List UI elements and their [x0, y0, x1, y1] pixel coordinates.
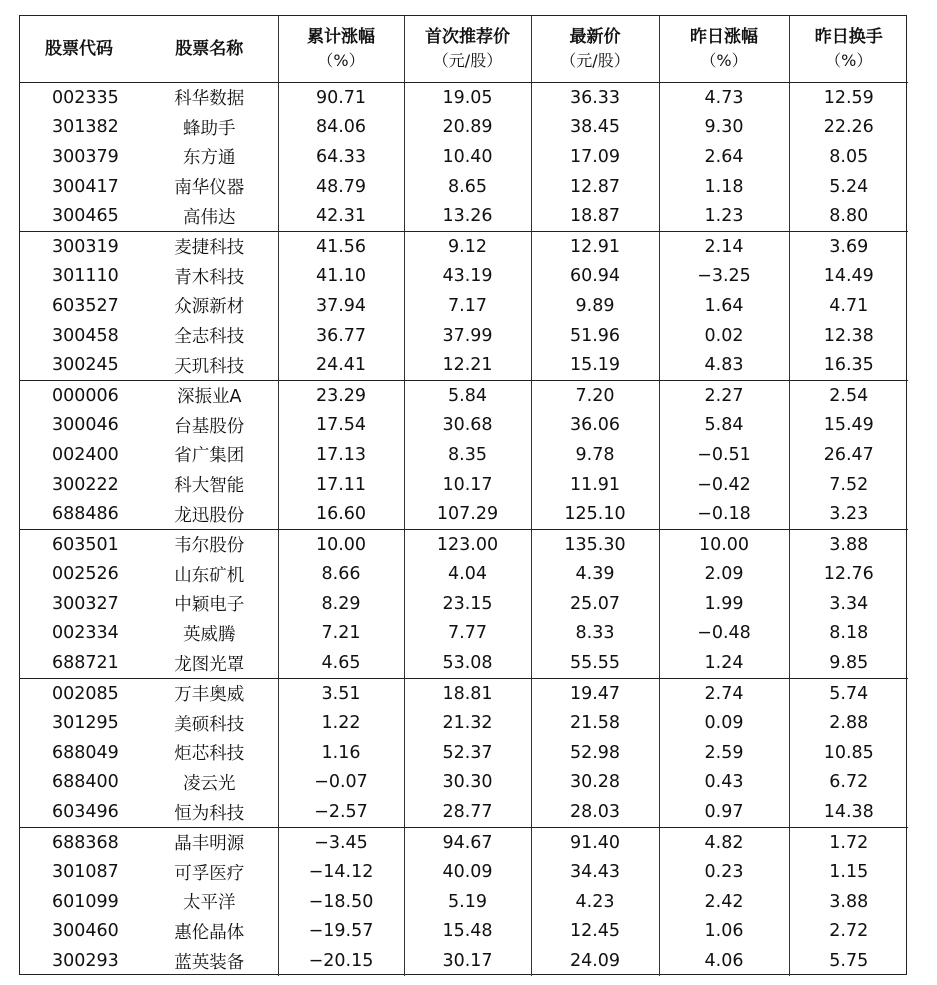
latest-price-cell: 60.94 — [531, 262, 659, 292]
yesterday-gain-cell: 1.18 — [659, 172, 789, 202]
table-row — [20, 738, 908, 768]
first-recommend-price-cell: 52.37 — [404, 738, 531, 768]
cumulative-gain-cell: 41.56 — [278, 231, 404, 261]
table-row — [20, 83, 908, 113]
latest-price-cell: 36.33 — [531, 83, 659, 113]
first-recommend-price-cell: 13.26 — [404, 201, 531, 231]
stock-code-cell: 002400 — [52, 444, 119, 465]
cumulative-gain-cell: 41.10 — [278, 262, 404, 292]
table-row — [20, 917, 908, 947]
cumulative-gain-cell: 16.60 — [278, 499, 404, 529]
yesterday-gain-cell: 0.43 — [659, 768, 789, 798]
yesterday-gain-cell: 2.74 — [659, 678, 789, 708]
table-row — [20, 827, 908, 857]
stock-code-cell: 301295 — [52, 713, 119, 734]
first-recommend-price-cell: 18.81 — [404, 678, 531, 708]
cumulative-gain-cell: 42.31 — [278, 201, 404, 231]
stock-name-cell: 南华仪器 — [141, 172, 278, 202]
table-row — [20, 321, 908, 351]
yesterday-gain-cell: 0.09 — [659, 708, 789, 738]
cumulative-gain-cell: 17.11 — [278, 470, 404, 500]
stock-name-cell: 美硕科技 — [141, 708, 278, 738]
header-yesterday-turnover: 昨日换手 （%） — [789, 16, 908, 83]
table-body — [20, 83, 908, 976]
yesterday-turnover-cell: 12.38 — [823, 325, 874, 346]
yesterday-turnover-cell: 3.34 — [829, 593, 869, 614]
yesterday-turnover-cell: 14.38 — [789, 797, 908, 827]
yesterday-turnover-cell: 9.85 — [789, 648, 908, 678]
stock-code-cell: 002335 — [52, 87, 119, 108]
first-recommend-price-cell: 15.48 — [404, 917, 531, 947]
stock-code-cell: 300465 — [20, 201, 141, 231]
yesterday-gain-cell: 4.06 — [659, 946, 789, 976]
stock-name-cell: 科华数据 — [141, 83, 278, 113]
yesterday-gain-cell: −0.42 — [659, 470, 789, 500]
latest-price-cell: 12.91 — [531, 231, 659, 261]
first-recommend-price-cell: 94.67 — [404, 827, 531, 857]
yesterday-gain-cell: 1.23 — [659, 201, 789, 231]
first-recommend-price-cell: 7.17 — [404, 291, 531, 321]
stock-name-cell: 晶丰明源 — [141, 827, 278, 857]
table-row — [20, 231, 908, 261]
yesterday-turnover-cell: 14.49 — [823, 266, 874, 287]
cumulative-gain-cell: 37.94 — [278, 291, 404, 321]
stock-name-cell: 科大智能 — [141, 470, 278, 500]
latest-price-cell: 8.33 — [531, 619, 659, 649]
first-recommend-price-cell: 8.35 — [404, 440, 531, 470]
latest-price-cell: 135.30 — [531, 529, 659, 559]
yesterday-gain-cell: 4.73 — [659, 83, 789, 113]
yesterday-turnover-cell: 3.23 — [789, 499, 908, 529]
cumulative-gain-cell: 8.66 — [278, 560, 404, 590]
yesterday-turnover-cell: 7.52 — [829, 474, 869, 495]
cumulative-gain-cell: 17.13 — [278, 440, 404, 470]
yesterday-gain-cell: 1.99 — [659, 589, 789, 619]
table-row — [20, 262, 908, 292]
yesterday-gain-cell: 4.83 — [659, 350, 789, 380]
first-recommend-price-cell: 10.40 — [404, 142, 531, 172]
yesterday-gain-cell: −0.48 — [659, 619, 789, 649]
stock-code-cell: 688721 — [20, 648, 141, 678]
first-recommend-price-cell: 7.77 — [404, 619, 531, 649]
first-recommend-price-cell: 53.08 — [404, 648, 531, 678]
stock-name-cell: 蓝英装备 — [141, 946, 278, 976]
latest-price-cell: 17.09 — [531, 142, 659, 172]
cumulative-gain-cell: 1.22 — [278, 708, 404, 738]
yesterday-gain-cell: 2.42 — [659, 887, 789, 917]
yesterday-turnover-cell: 12.76 — [823, 564, 874, 585]
yesterday-turnover-cell: 10.85 — [823, 742, 874, 763]
stock-name-cell: 深振业A — [141, 380, 278, 410]
first-recommend-price-cell: 107.29 — [404, 499, 531, 529]
stock-name-cell: 高伟达 — [141, 201, 278, 231]
stock-name-cell: 山东矿机 — [141, 560, 278, 590]
latest-price-cell: 125.10 — [531, 499, 659, 529]
yesterday-gain-cell: −3.25 — [659, 262, 789, 292]
latest-price-cell: 9.78 — [531, 440, 659, 470]
table-row — [20, 857, 908, 887]
stock-code-cell: 603496 — [20, 797, 141, 827]
stock-code-cell: 688368 — [52, 832, 119, 853]
latest-price-cell: 24.09 — [531, 946, 659, 976]
stock-name-cell: 龙图光罩 — [141, 648, 278, 678]
stock-code-cell: 688486 — [20, 499, 141, 529]
stock-code-cell: 688400 — [52, 772, 119, 793]
stock-name-cell: 台基股份 — [141, 411, 278, 441]
yesterday-turnover-cell: 2.72 — [829, 921, 869, 942]
stock-code-cell: 300460 — [52, 921, 119, 942]
cumulative-gain-cell: 90.71 — [278, 83, 404, 113]
stock-code-cell: 300417 — [52, 176, 119, 197]
table-row — [20, 499, 908, 529]
yesterday-gain-cell: 5.84 — [659, 411, 789, 441]
cumulative-gain-cell: 3.51 — [278, 678, 404, 708]
stock-code-cell: 300319 — [52, 236, 119, 257]
table-row — [20, 678, 908, 708]
first-recommend-price-cell: 12.21 — [404, 350, 531, 380]
yesterday-gain-cell: 1.24 — [659, 648, 789, 678]
latest-price-cell: 51.96 — [531, 321, 659, 351]
first-recommend-price-cell: 37.99 — [404, 321, 531, 351]
yesterday-turnover-cell: 1.72 — [829, 832, 869, 853]
cumulative-gain-cell: −20.15 — [278, 946, 404, 976]
latest-price-cell: 7.20 — [531, 380, 659, 410]
yesterday-gain-cell: 4.82 — [659, 827, 789, 857]
table-row — [20, 708, 908, 738]
cumulative-gain-cell: −0.07 — [278, 768, 404, 798]
cumulative-gain-cell: −3.45 — [278, 827, 404, 857]
first-recommend-price-cell: 5.19 — [404, 887, 531, 917]
first-recommend-price-cell: 30.17 — [404, 946, 531, 976]
yesterday-gain-cell: 0.23 — [659, 857, 789, 887]
cumulative-gain-cell: 23.29 — [278, 380, 404, 410]
cumulative-gain-cell: 1.16 — [278, 738, 404, 768]
stock-code-cell: 603527 — [52, 295, 119, 316]
latest-price-cell: 12.45 — [531, 917, 659, 947]
table-row — [20, 619, 908, 649]
first-recommend-price-cell: 4.04 — [404, 560, 531, 590]
table-row — [20, 380, 908, 410]
first-recommend-price-cell: 10.17 — [404, 470, 531, 500]
first-recommend-price-cell: 23.15 — [404, 589, 531, 619]
latest-price-cell: 91.40 — [531, 827, 659, 857]
table-row — [20, 589, 908, 619]
stock-code-cell: 000006 — [52, 385, 119, 406]
yesterday-gain-cell: 1.64 — [659, 291, 789, 321]
table-row — [20, 470, 908, 500]
latest-price-cell: 4.23 — [531, 887, 659, 917]
cumulative-gain-cell: −19.57 — [278, 917, 404, 947]
latest-price-cell: 15.19 — [531, 350, 659, 380]
latest-price-cell: 38.45 — [531, 113, 659, 143]
stock-code-cell: 601099 — [52, 891, 119, 912]
stock-name-cell: 炬芯科技 — [141, 738, 278, 768]
latest-price-cell: 55.55 — [531, 648, 659, 678]
table-row — [20, 350, 908, 380]
table-row — [20, 768, 908, 798]
yesterday-gain-cell: 2.27 — [659, 380, 789, 410]
stock-code-cell: 301382 — [52, 117, 119, 138]
yesterday-turnover-cell: 3.88 — [829, 891, 869, 912]
yesterday-gain-cell: 0.97 — [659, 797, 789, 827]
stock-name-cell: 惠伦晶体 — [141, 917, 278, 947]
latest-price-cell: 18.87 — [531, 201, 659, 231]
yesterday-gain-cell: 2.64 — [659, 142, 789, 172]
cumulative-gain-cell: 17.54 — [278, 411, 404, 441]
cumulative-gain-cell: 4.65 — [278, 648, 404, 678]
table-row — [20, 887, 908, 917]
stock-code-cell: 688049 — [52, 742, 119, 763]
cumulative-gain-cell: 36.77 — [278, 321, 404, 351]
stock-name-cell: 东方通 — [141, 142, 278, 172]
cumulative-gain-cell: 48.79 — [278, 172, 404, 202]
yesterday-turnover-cell: 5.75 — [829, 951, 869, 972]
stock-recommendation-table — [19, 15, 907, 975]
yesterday-gain-cell: 10.00 — [659, 529, 789, 559]
first-recommend-price-cell: 43.19 — [404, 262, 531, 292]
stock-code-cell: 002334 — [52, 623, 119, 644]
header-code: 股票代码 — [20, 16, 141, 83]
first-recommend-price-cell: 40.09 — [404, 857, 531, 887]
first-recommend-price-cell: 30.30 — [404, 768, 531, 798]
yesterday-turnover-cell: 22.26 — [823, 117, 874, 138]
latest-price-cell: 9.89 — [531, 291, 659, 321]
table-row — [20, 648, 908, 678]
first-recommend-price-cell: 21.32 — [404, 708, 531, 738]
latest-price-cell: 34.43 — [531, 857, 659, 887]
cumulative-gain-cell: 7.21 — [278, 619, 404, 649]
yesterday-gain-cell: 2.09 — [659, 560, 789, 590]
yesterday-turnover-cell: 15.49 — [823, 415, 874, 436]
first-recommend-price-cell: 9.12 — [404, 231, 531, 261]
first-recommend-price-cell: 28.77 — [404, 797, 531, 827]
table-row — [20, 142, 908, 172]
stock-code-cell: 300379 — [52, 146, 119, 167]
table-row — [20, 946, 908, 976]
cumulative-gain-cell: −2.57 — [278, 797, 404, 827]
stock-name-cell: 天玑科技 — [141, 350, 278, 380]
cumulative-gain-cell: −18.50 — [278, 887, 404, 917]
latest-price-cell: 11.91 — [531, 470, 659, 500]
latest-price-cell: 19.47 — [531, 678, 659, 708]
stock-name-cell: 恒为科技 — [141, 797, 278, 827]
yesterday-gain-cell: 9.30 — [659, 113, 789, 143]
stock-name-cell: 省广集团 — [141, 440, 278, 470]
header-yesterday-gain: 昨日涨幅 （%） — [659, 16, 789, 83]
yesterday-turnover-cell: 16.35 — [789, 350, 908, 380]
stock-name-cell: 中颖电子 — [141, 589, 278, 619]
yesterday-gain-cell: −0.51 — [659, 440, 789, 470]
stock-code-cell: 603501 — [52, 534, 119, 555]
table-row — [20, 529, 908, 559]
yesterday-turnover-cell: 3.88 — [829, 534, 869, 555]
stock-code-cell: 300327 — [52, 593, 119, 614]
stock-name-cell: 麦捷科技 — [141, 231, 278, 261]
header-name: 股票名称 — [141, 16, 278, 83]
stock-name-cell: 全志科技 — [141, 321, 278, 351]
stock-code-cell: 300245 — [20, 350, 141, 380]
stock-name-cell: 太平洋 — [141, 887, 278, 917]
stock-name-cell: 英威腾 — [141, 619, 278, 649]
stock-code-cell: 002526 — [52, 564, 119, 585]
stock-code-cell: 301110 — [52, 266, 119, 287]
yesterday-turnover-cell: 1.15 — [829, 862, 869, 883]
table-row — [20, 172, 908, 202]
cumulative-gain-cell: 10.00 — [278, 529, 404, 559]
stock-name-cell: 万丰奥威 — [141, 678, 278, 708]
first-recommend-price-cell: 123.00 — [404, 529, 531, 559]
latest-price-cell: 30.28 — [531, 768, 659, 798]
yesterday-turnover-cell: 8.18 — [829, 623, 869, 644]
header-first-recommend-price: 首次推荐价 （元/股） — [404, 16, 531, 83]
stock-name-cell: 可孚医疗 — [141, 857, 278, 887]
stock-code-cell: 002085 — [52, 683, 119, 704]
stock-code-cell: 300222 — [52, 474, 119, 495]
yesterday-turnover-cell: 6.72 — [829, 772, 869, 793]
latest-price-cell: 28.03 — [531, 797, 659, 827]
yesterday-turnover-cell: 4.71 — [829, 295, 869, 316]
header-cumulative-gain: 累计涨幅 （%） — [278, 16, 404, 83]
yesterday-gain-cell: 2.14 — [659, 231, 789, 261]
stock-name-cell: 众源新材 — [141, 291, 278, 321]
first-recommend-price-cell: 19.05 — [404, 83, 531, 113]
cumulative-gain-cell: 24.41 — [278, 350, 404, 380]
latest-price-cell: 52.98 — [531, 738, 659, 768]
stock-name-cell: 青木科技 — [141, 262, 278, 292]
yesterday-turnover-cell: 3.69 — [829, 236, 869, 257]
latest-price-cell: 36.06 — [531, 411, 659, 441]
cumulative-gain-cell: −14.12 — [278, 857, 404, 887]
table-row — [20, 797, 908, 827]
stock-name-cell: 龙迅股份 — [141, 499, 278, 529]
first-recommend-price-cell: 30.68 — [404, 411, 531, 441]
stock-code-cell: 300293 — [52, 951, 119, 972]
stock-name-cell: 凌云光 — [141, 768, 278, 798]
stock-code-cell: 301087 — [52, 862, 119, 883]
stock-code-cell: 300458 — [52, 325, 119, 346]
table-row — [20, 440, 908, 470]
first-recommend-price-cell: 8.65 — [404, 172, 531, 202]
stock-name-cell: 韦尔股份 — [141, 529, 278, 559]
cumulative-gain-cell: 84.06 — [278, 113, 404, 143]
yesterday-turnover-cell: 12.59 — [823, 87, 874, 108]
stock-name-cell: 蜂助手 — [141, 113, 278, 143]
yesterday-turnover-cell: 8.80 — [789, 201, 908, 231]
yesterday-turnover-cell: 2.88 — [829, 713, 869, 734]
table-row — [20, 201, 908, 231]
header-latest-price: 最新价 （元/股） — [531, 16, 659, 83]
first-recommend-price-cell: 5.84 — [404, 380, 531, 410]
yesterday-gain-cell: 0.02 — [659, 321, 789, 351]
stock-code-cell: 300046 — [52, 415, 119, 436]
table-row — [20, 411, 908, 441]
yesterday-gain-cell: 2.59 — [659, 738, 789, 768]
yesterday-gain-cell: −0.18 — [659, 499, 789, 529]
yesterday-gain-cell: 1.06 — [659, 917, 789, 947]
latest-price-cell: 4.39 — [531, 560, 659, 590]
cumulative-gain-cell: 64.33 — [278, 142, 404, 172]
yesterday-turnover-cell: 8.05 — [829, 146, 869, 167]
table-row — [20, 113, 908, 143]
table-row — [20, 291, 908, 321]
yesterday-turnover-cell: 2.54 — [829, 385, 869, 406]
table-row — [20, 560, 908, 590]
latest-price-cell: 12.87 — [531, 172, 659, 202]
yesterday-turnover-cell: 5.24 — [829, 176, 869, 197]
latest-price-cell: 25.07 — [531, 589, 659, 619]
yesterday-turnover-cell: 5.74 — [829, 683, 869, 704]
latest-price-cell: 21.58 — [531, 708, 659, 738]
header-row — [20, 16, 908, 83]
yesterday-turnover-cell: 26.47 — [823, 444, 874, 465]
cumulative-gain-cell: 8.29 — [278, 589, 404, 619]
first-recommend-price-cell: 20.89 — [404, 113, 531, 143]
